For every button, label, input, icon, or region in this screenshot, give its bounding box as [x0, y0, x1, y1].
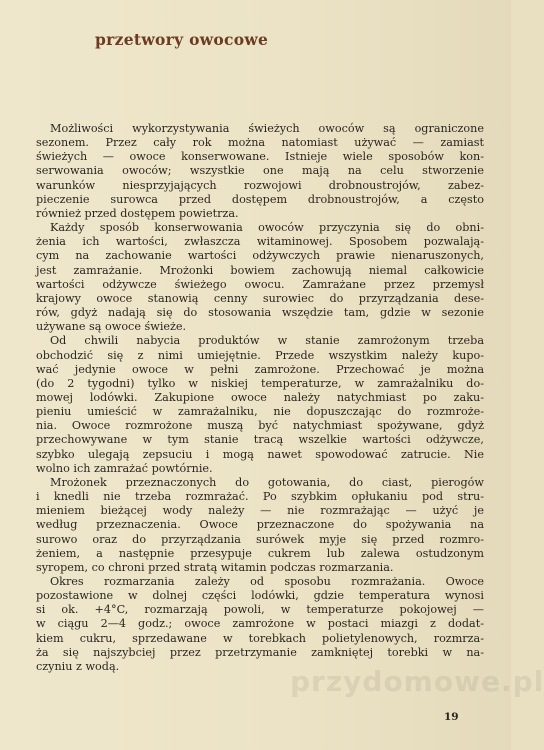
text-line: warunków niesprzyjających rozwojowi drobnoustrojów, zabez- [36, 178, 484, 192]
paragraph-5 [36, 575, 484, 674]
text-line: mieniem bieżącej wody należy — nie rozmrażając — użyć je [36, 504, 484, 518]
text-line: czyniu z wodą. [36, 659, 120, 673]
text-line: wać jedynie owoce w pełni zamrożone. Przechować je można [36, 362, 484, 376]
text-line: mowej lodówki. Zakupione owoce należy natychmiast po zaku- [36, 390, 484, 404]
text-line: surowo oraz do przyrządzania surówek myje się przed rozmro- [36, 532, 484, 546]
body-text [36, 122, 484, 674]
text-line: pieczenie surowca przed dostępem drobnoustrojów, a często [36, 192, 484, 206]
text-line: obchodzić się z nimi umiejętnie. Przede wszystkim należy kupo- [36, 348, 484, 362]
text-line: żeniem, a następnie przesypuje cukrem lub zalewa ostudzonym [36, 546, 484, 560]
text-line: serwowania owoców; wszystkie one mają na celu stworzenie [36, 164, 484, 178]
paragraph-1 [36, 122, 484, 221]
text-line: cym na zachowanie wartości odżywczych prawie nienaruszonych, [36, 249, 484, 263]
text-line: rów, gdyż nadają się do stosowania wszędzie tam, gdzie w sezonie [36, 306, 484, 320]
text-line: sezonem. Przez cały rok można natomiast używać — zamiast [36, 136, 484, 150]
text-line: (do 2 tygodni) tylko w niskiej temperaturze, w zamrażalniku do- [36, 376, 484, 390]
text-line: używane są owoce świeże. [36, 320, 187, 334]
page-number: 19 [444, 711, 459, 723]
text-line: szybko ulegają zepsuciu i mogą nawet spowodować zatrucie. Nie [36, 447, 484, 461]
text-line: Od chwili nabycia produktów w stanie zamrożonym trzeba [50, 334, 484, 348]
text-line: i knedli nie trzeba rozmrażać. Po szybkim opłukaniu pod stru- [36, 490, 484, 504]
text-line: nia. Owoce rozmrożone muszą być natychmiast spożywane, gdyż [36, 419, 484, 433]
text-line: pieniu umieścić w zamrażalniku, nie dopuszczając do rozmroże- [36, 405, 484, 419]
watermark: przydomowe.pl [290, 665, 544, 698]
text-line: ża się najszybciej przez przetrzymanie zamkniętej torebki w na- [36, 645, 484, 659]
text-line: Każdy sposób konserwowania owoców przyczynia się do obni- [50, 221, 484, 235]
text-line: przechowywane w tym stanie tracą wszelkie wartości odżywcze, [36, 433, 484, 447]
text-line: Okres rozmarzania zależy od sposobu rozmrażania. Owoce [50, 575, 484, 588]
text-line: pozostawione w dolnej części lodówki, gdzie temperatura wynosi [36, 589, 484, 603]
text-line: świeżych — owoce konserwowane. Istnieje wiele sposobów kon- [36, 150, 484, 164]
text-line: jest zamrażanie. Mrożonki bowiem zachowują niemal całkowicie [36, 263, 484, 277]
text-line: kiem cukru, sprzedawane w torebkach polietylenowych, rozmrza- [36, 631, 484, 645]
text-line: si ok. +4°C, rozmarzają powoli, w temperaturze pokojowej — [36, 603, 484, 617]
text-line: wolno ich zamrażać powtórnie. [36, 461, 213, 475]
text-line: wartości odżywcze świeżego owocu. Zamrażane przez przemysł [36, 277, 484, 291]
text-line: Mrożonek przeznaczonych do gotowania, do ciast, pierogów [50, 475, 484, 489]
text-line: żenia ich wartości, zwłaszcza witaminowej. Sposobem pozwalają- [36, 235, 484, 249]
text-line: syropem, co chroni przed stratą witamin podczas rozmarzania. [36, 560, 394, 574]
page-heading: przetwory owocowe [95, 30, 269, 49]
paragraph-3 [36, 334, 484, 476]
text-line: Możliwości wykorzystywania świeżych owoców są ograniczone [50, 122, 484, 135]
text-line: według przeznaczenia. Owoce przeznaczone do spożywania na [36, 518, 484, 532]
text-line: krajowy owoce stanowią cenny surowiec do przyrządzania dese- [36, 291, 484, 305]
text-line: w ciągu 2—4 godz.; owoce zamrożone w postaci miazgi z dodat- [36, 617, 484, 631]
paragraph-4 [36, 476, 484, 575]
text-line: również przed dostępem powietrza. [36, 206, 239, 220]
paragraph-2 [36, 221, 484, 334]
